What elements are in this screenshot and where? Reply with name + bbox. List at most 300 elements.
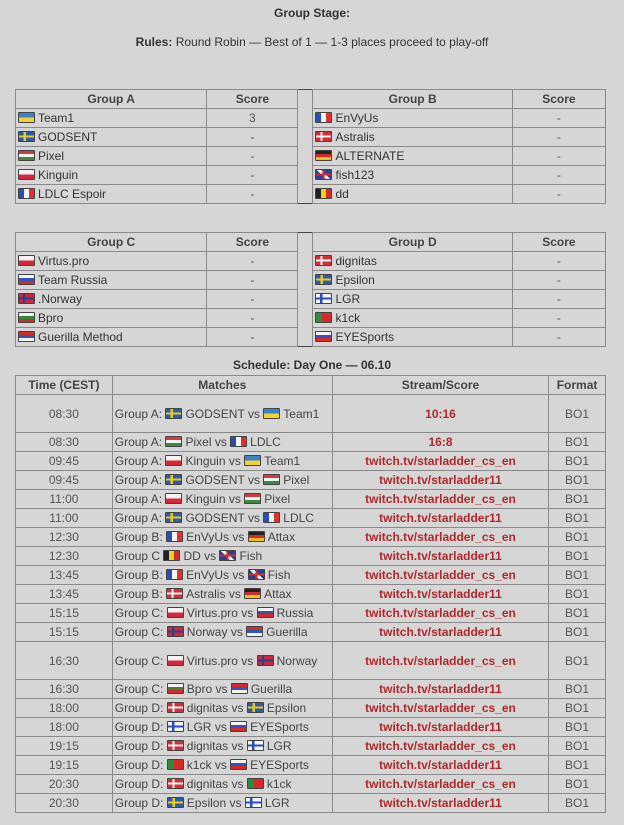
team-cell — [16, 309, 207, 328]
team-name: dd — [335, 187, 349, 201]
team-score: - — [512, 252, 605, 271]
flag-fi-icon — [315, 293, 332, 304]
match-group: Group A: — [114, 435, 163, 449]
flag-de-icon — [244, 588, 261, 599]
match-format: BO1 — [549, 718, 606, 737]
schedule-row — [16, 604, 606, 623]
vs-label: vs — [241, 606, 254, 620]
stream-link[interactable]: twitch.tv/starladder_cs_en — [365, 777, 516, 791]
match-time: 12:30 — [16, 528, 113, 547]
team-2: Team1 — [264, 454, 301, 468]
team-1: Kinguin — [185, 492, 226, 506]
rules-text: Round Robin — Best of 1 — 1-3 places proceed to play-off — [172, 35, 489, 49]
group-name-header: Group C — [16, 233, 207, 252]
match-group: Group D: — [114, 720, 164, 734]
match-time: 09:45 — [16, 452, 113, 471]
flag-fi-icon — [245, 797, 262, 808]
team-2: EYESports — [250, 758, 309, 772]
schedule-row — [16, 452, 606, 471]
match-format: BO1 — [549, 395, 606, 433]
spacer — [298, 271, 313, 290]
flag-pt-icon — [167, 759, 184, 770]
team-cell — [313, 185, 512, 204]
stream-cell — [332, 680, 548, 699]
match-cell — [112, 756, 332, 775]
team-score: - — [512, 109, 605, 128]
team-row — [16, 271, 606, 290]
vs-label: vs — [214, 720, 227, 734]
match-cell — [112, 433, 332, 452]
match-group: Group A: — [114, 454, 163, 468]
flag-pl-icon — [167, 655, 184, 666]
schedule-row — [16, 471, 606, 490]
stream-link[interactable]: twitch.tv/starladder11 — [379, 625, 502, 639]
team-cell — [16, 290, 207, 309]
spacer — [298, 328, 313, 347]
stream-link[interactable]: twitch.tv/starladder11 — [379, 758, 502, 772]
spacer — [298, 109, 313, 128]
team-cell — [313, 128, 512, 147]
schedule-row — [16, 566, 606, 585]
score-header: Score — [512, 233, 605, 252]
team-2: Team1 — [283, 406, 320, 421]
team-2: LGR — [264, 796, 290, 810]
flag-rs-icon — [246, 626, 263, 637]
match-group: Group A: — [114, 511, 163, 525]
format-header: Format — [549, 376, 606, 395]
team-2: EYESports — [250, 720, 309, 734]
match-time: 18:00 — [16, 699, 113, 718]
team-1: dignitas — [186, 739, 229, 753]
group-name-header: Group A — [16, 90, 207, 109]
team-name: Team Russia — [38, 273, 108, 287]
page-title: Group Stage: — [273, 6, 350, 20]
flag-dk-icon — [167, 778, 184, 789]
rules-line — [0, 35, 624, 49]
match-time: 08:30 — [16, 395, 113, 433]
match-cell — [112, 699, 332, 718]
flag-dk-icon — [166, 588, 183, 599]
stream-link[interactable]: twitch.tv/starladder11 — [379, 720, 502, 734]
spacer — [298, 128, 313, 147]
flag-ru-icon — [230, 721, 247, 732]
flag-fi-icon — [247, 740, 264, 751]
vs-label: vs — [228, 587, 241, 601]
team-score: - — [512, 166, 605, 185]
match-format: BO1 — [549, 642, 606, 680]
team-1: Norway — [186, 625, 228, 639]
spacer — [298, 90, 313, 109]
schedule-row — [16, 490, 606, 509]
schedule-row — [16, 623, 606, 642]
team-cell — [16, 185, 207, 204]
flag-ru-icon — [230, 759, 247, 770]
stream-cell — [332, 490, 548, 509]
stream-link[interactable]: twitch.tv/starladder11 — [379, 682, 502, 696]
stream-cell — [332, 452, 548, 471]
match-format: BO1 — [549, 604, 606, 623]
team-score: - — [512, 128, 605, 147]
match-time: 13:45 — [16, 585, 113, 604]
match-format: BO1 — [549, 490, 606, 509]
stream-cell — [332, 642, 548, 680]
team-cell — [313, 252, 512, 271]
flag-gb-icon — [315, 169, 332, 180]
team-row — [16, 185, 606, 204]
team-cell — [16, 271, 207, 290]
spacer — [298, 252, 313, 271]
schedule-row — [16, 794, 606, 813]
flag-ru-icon — [18, 274, 35, 285]
team-name: LGR — [335, 292, 361, 306]
match-group: Group D: — [114, 777, 164, 791]
flag-hu-icon — [244, 493, 261, 504]
team-1: dignitas — [186, 701, 229, 715]
flag-fr-icon — [230, 436, 247, 447]
stream-link[interactable]: twitch.tv/starladder_cs_en — [365, 606, 516, 620]
vs-label: vs — [228, 454, 241, 468]
flag-hu-icon — [263, 474, 280, 485]
match-cell — [112, 528, 332, 547]
match-cell — [112, 623, 332, 642]
flag-pl-icon — [167, 607, 184, 618]
team-1: k1ck — [186, 758, 212, 772]
flag-hu-icon — [18, 150, 35, 161]
spacer — [298, 166, 313, 185]
rules-label: Rules: — [135, 35, 173, 49]
match-cell — [112, 794, 332, 813]
vs-label: vs — [247, 473, 260, 487]
match-group: Group D: — [114, 796, 164, 810]
flag-se-icon — [315, 274, 332, 285]
stream-link[interactable]: twitch.tv/starladder_cs_en — [365, 530, 516, 544]
flag-ua-icon — [263, 408, 280, 419]
flag-pl-icon — [165, 493, 182, 504]
vs-label: vs — [247, 406, 260, 421]
flag-fr-icon — [166, 531, 183, 542]
flag-fr-icon — [263, 512, 280, 523]
match-group: Group B: — [114, 530, 163, 544]
stream-cell — [332, 566, 548, 585]
vs-label: vs — [229, 796, 242, 810]
flag-se-icon — [165, 408, 182, 419]
team-name: Team1 — [38, 111, 75, 125]
match-time: 20:30 — [16, 794, 113, 813]
schedule-row — [16, 699, 606, 718]
team-cell — [16, 109, 207, 128]
match-format: BO1 — [549, 756, 606, 775]
flag-rs-icon — [18, 331, 35, 342]
match-format: BO1 — [549, 585, 606, 604]
stream-link[interactable]: twitch.tv/starladder11 — [379, 511, 502, 525]
flag-bg-icon — [167, 683, 184, 694]
match-format: BO1 — [549, 566, 606, 585]
stream-cell — [332, 737, 548, 756]
team-name: GODSENT — [38, 130, 98, 144]
flag-ua-icon — [18, 112, 35, 123]
team-1: Virtus.pro — [186, 653, 238, 668]
flag-dk-icon — [167, 702, 184, 713]
match-format: BO1 — [549, 471, 606, 490]
team-1: Astralis — [186, 587, 226, 601]
team-name: Epsilon — [335, 273, 375, 287]
flag-pl-icon — [165, 455, 182, 466]
match-group: Group C: — [114, 625, 164, 639]
stream-cell — [332, 604, 548, 623]
team-row — [16, 147, 606, 166]
flag-bg-icon — [18, 312, 35, 323]
groups-table-cd — [15, 232, 606, 347]
match-time: 15:15 — [16, 604, 113, 623]
match-cell — [112, 490, 332, 509]
team-cell — [313, 290, 512, 309]
team-1: Kinguin — [185, 454, 226, 468]
team-1: GODSENT — [185, 511, 245, 525]
stream-link[interactable]: twitch.tv/starladder_cs_en — [365, 492, 516, 506]
flag-fr-icon — [315, 112, 332, 123]
match-time: 16:30 — [16, 642, 113, 680]
flag-de-icon — [315, 150, 332, 161]
spacer — [298, 233, 313, 252]
match-format: BO1 — [549, 794, 606, 813]
team-1: Epsilon — [186, 796, 227, 810]
schedule-row — [16, 395, 606, 433]
match-time: 08:30 — [16, 433, 113, 452]
flag-pl-icon — [18, 169, 35, 180]
team-1: EnVyUs — [186, 568, 230, 582]
team-2: Pixel — [283, 473, 310, 487]
team-name: Bpro — [38, 311, 64, 325]
match-format: BO1 — [549, 509, 606, 528]
match-cell — [112, 452, 332, 471]
vs-label: vs — [228, 492, 241, 506]
schedule-row — [16, 680, 606, 699]
vs-label: vs — [231, 701, 244, 715]
match-time: 20:30 — [16, 775, 113, 794]
match-time: 11:00 — [16, 509, 113, 528]
spacer — [298, 147, 313, 166]
team-name: EnVyUs — [335, 111, 379, 125]
match-format: BO1 — [549, 737, 606, 756]
vs-label: vs — [215, 682, 228, 696]
vs-label: vs — [214, 758, 227, 772]
match-format: BO1 — [549, 547, 606, 566]
stream-link[interactable]: twitch.tv/starladder_cs_en — [365, 653, 516, 668]
match-cell — [112, 395, 332, 433]
match-time: 12:30 — [16, 547, 113, 566]
team-1: dignitas — [186, 777, 229, 791]
team-score: - — [512, 328, 605, 347]
team-name: dignitas — [335, 254, 377, 268]
match-cell — [112, 680, 332, 699]
flag-pt-icon — [247, 778, 264, 789]
team-score: - — [512, 147, 605, 166]
stream-link[interactable]: twitch.tv/starladder11 — [379, 587, 502, 601]
team-name: Pixel — [38, 149, 65, 163]
team-row — [16, 128, 606, 147]
team-score: - — [512, 290, 605, 309]
flag-se-icon — [167, 797, 184, 808]
schedule-row — [16, 433, 606, 452]
flag-dk-icon — [315, 255, 332, 266]
team-cell — [16, 252, 207, 271]
flag-be-icon — [315, 188, 332, 199]
team-score: - — [207, 271, 298, 290]
match-format: BO1 — [549, 452, 606, 471]
flag-be-icon — [163, 550, 180, 561]
flag-fr-icon — [166, 569, 183, 580]
match-cell — [112, 718, 332, 737]
team-cell — [313, 166, 512, 185]
flag-dk-icon — [167, 740, 184, 751]
team-cell — [16, 166, 207, 185]
stream-cell — [332, 585, 548, 604]
flag-dk-icon — [315, 131, 332, 142]
team-score: - — [207, 309, 298, 328]
vs-label: vs — [241, 653, 254, 668]
match-score: 16:8 — [428, 435, 453, 449]
vs-label: vs — [231, 739, 244, 753]
team-2: Attax — [264, 587, 292, 601]
team-2: Fish — [267, 568, 291, 582]
match-time: 19:15 — [16, 737, 113, 756]
stream-cell — [332, 623, 548, 642]
team-score: - — [207, 328, 298, 347]
team-cell — [313, 147, 512, 166]
match-time: 11:00 — [16, 490, 113, 509]
schedule-row — [16, 737, 606, 756]
match-group: Group C: — [114, 606, 164, 620]
group-header-row — [16, 90, 606, 109]
stream-cell — [332, 471, 548, 490]
flag-de-icon — [248, 531, 265, 542]
match-format: BO1 — [549, 775, 606, 794]
team-2: LDLC — [250, 435, 281, 449]
vs-label: vs — [214, 435, 227, 449]
match-cell — [112, 642, 332, 680]
flag-no-icon — [18, 293, 35, 304]
team-cell — [313, 271, 512, 290]
team-cell — [313, 309, 512, 328]
match-score: 10:16 — [425, 406, 456, 421]
team-name: k1ck — [335, 311, 361, 325]
flag-hu-icon — [165, 436, 182, 447]
match-group: Group B: — [114, 587, 163, 601]
match-group: Group D: — [114, 758, 164, 772]
schedule-row — [16, 547, 606, 566]
time-header: Time (CEST) — [16, 376, 113, 395]
team-row — [16, 109, 606, 128]
matches-header: Matches — [112, 376, 332, 395]
team-2: k1ck — [266, 777, 292, 791]
stream-cell — [332, 528, 548, 547]
stream-cell — [332, 756, 548, 775]
flag-se-icon — [247, 702, 264, 713]
team-row — [16, 166, 606, 185]
stream-link[interactable]: twitch.tv/starladder_cs_en — [365, 568, 516, 582]
match-cell — [112, 509, 332, 528]
stream-link[interactable]: twitch.tv/starladder11 — [379, 796, 502, 810]
match-time: 13:45 — [16, 566, 113, 585]
team-2: Fish — [239, 549, 263, 563]
score-header: Score — [207, 233, 298, 252]
team-name: LDLC Espoir — [38, 187, 107, 201]
flag-pl-icon — [18, 255, 35, 266]
flag-gb-icon — [248, 569, 265, 580]
schedule-row — [16, 509, 606, 528]
match-time: 09:45 — [16, 471, 113, 490]
stream-link[interactable]: twitch.tv/starladder11 — [379, 473, 502, 487]
stream-cell — [332, 794, 548, 813]
team-1: EnVyUs — [186, 530, 230, 544]
team-2: Attax — [267, 530, 296, 544]
stream-link[interactable]: twitch.tv/starladder11 — [379, 549, 502, 563]
match-group: Group C: — [114, 653, 164, 668]
team-cell — [16, 128, 207, 147]
stream-link[interactable]: twitch.tv/starladder_cs_en — [365, 739, 516, 753]
schedule-row — [16, 756, 606, 775]
team-name: .Norway — [38, 292, 83, 306]
group-name-header: Group D — [313, 233, 512, 252]
team-score: - — [207, 290, 298, 309]
team-score: 3 — [207, 109, 298, 128]
team-score: - — [512, 271, 605, 290]
schedule-table — [15, 375, 606, 813]
stream-cell — [332, 433, 548, 452]
team-2: Pixel — [264, 492, 291, 506]
team-score: - — [207, 185, 298, 204]
team-1: Virtus.pro — [186, 606, 238, 620]
stream-cell — [332, 699, 548, 718]
team-score: - — [512, 309, 605, 328]
team-2: LGR — [266, 739, 292, 753]
team-score: - — [207, 128, 298, 147]
schedule-header-row — [16, 376, 606, 395]
match-group: Group C: — [114, 682, 164, 696]
flag-ru-icon — [257, 607, 274, 618]
schedule-title: Schedule: Day One — 06.10 — [232, 358, 392, 372]
team-1: DD — [183, 549, 201, 563]
groups-table-ab — [15, 89, 606, 204]
match-cell — [112, 566, 332, 585]
stream-link[interactable]: twitch.tv/starladder_cs_en — [365, 701, 516, 715]
stream-header: Stream/Score — [332, 376, 548, 395]
team-1: Bpro — [186, 682, 213, 696]
team-name: Astralis — [335, 130, 375, 144]
stream-link[interactable]: twitch.tv/starladder_cs_en — [365, 454, 516, 468]
team-name: EYESports — [335, 330, 395, 344]
team-score: - — [207, 147, 298, 166]
team-1: GODSENT — [185, 473, 245, 487]
match-cell — [112, 775, 332, 794]
match-format: BO1 — [549, 680, 606, 699]
flag-fr-icon — [18, 188, 35, 199]
match-cell — [112, 547, 332, 566]
schedule-row — [16, 642, 606, 680]
match-format: BO1 — [549, 528, 606, 547]
team-2: Norway — [276, 653, 318, 668]
flag-fi-icon — [167, 721, 184, 732]
team-row — [16, 309, 606, 328]
flag-no-icon — [167, 626, 184, 637]
score-header: Score — [512, 90, 605, 109]
match-format: BO1 — [549, 623, 606, 642]
match-format: BO1 — [549, 699, 606, 718]
spacer — [298, 290, 313, 309]
flag-se-icon — [18, 131, 35, 142]
match-cell — [112, 604, 332, 623]
team-row — [16, 252, 606, 271]
